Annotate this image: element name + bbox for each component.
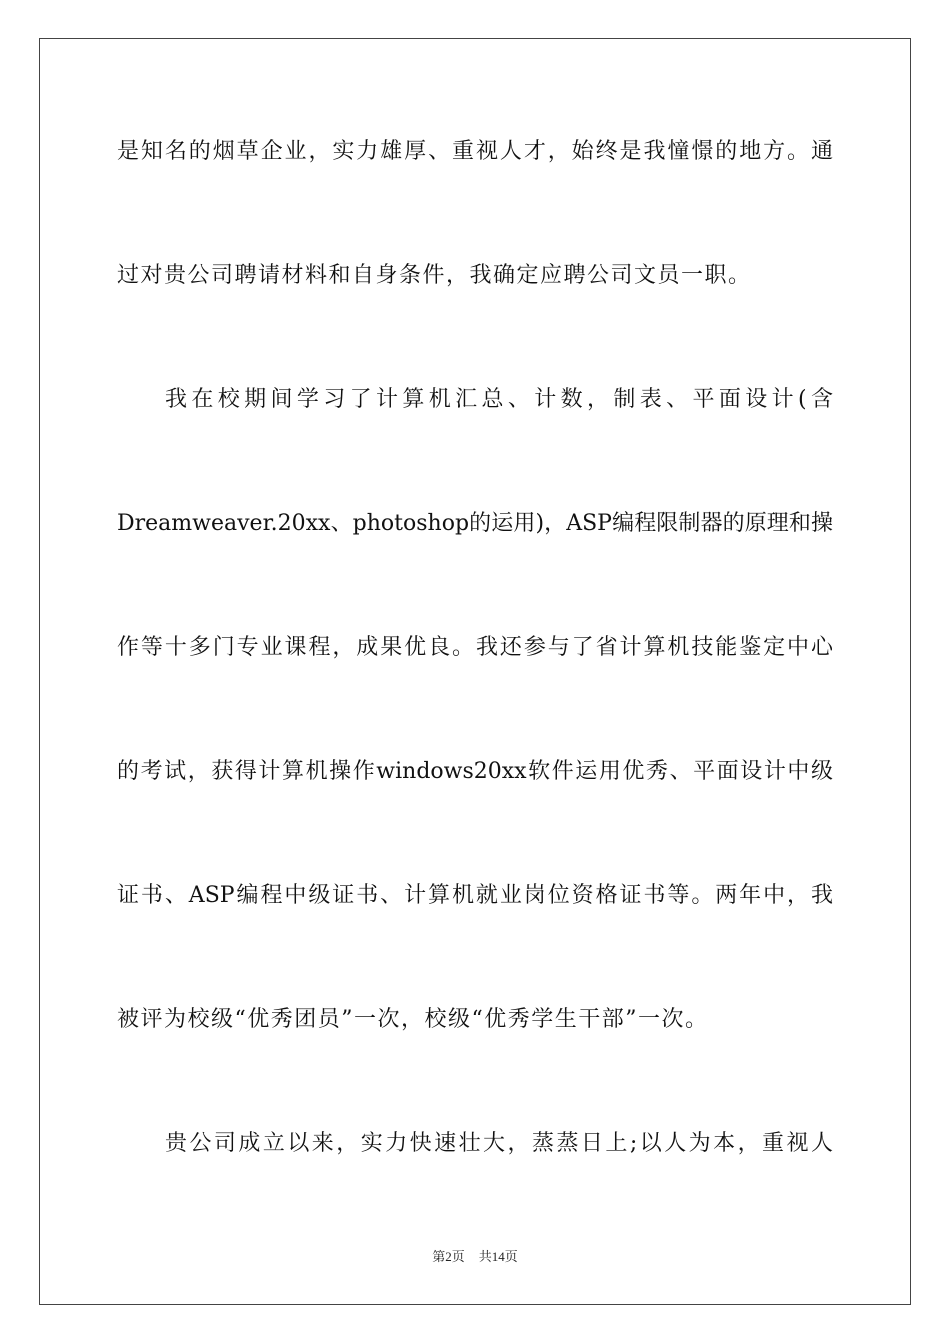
page-total: 共14页	[478, 1249, 518, 1264]
paragraph-line: 被评为校级“优秀团员”一次，校级“优秀学生干部”一次。	[117, 1007, 709, 1032]
paragraph-line: 证书、ASP编程中级证书、计算机就业岗位资格证书等。两年中，我	[117, 883, 833, 908]
paragraph-line: 是知名的烟草企业，实力雄厚、重视人才，始终是我憧憬的地方。通	[117, 139, 833, 164]
paragraph-line: 我在校期间学习了计算机汇总、计数，制表、平面设计(含	[165, 387, 833, 412]
paragraph-line: 的考试，获得计算机操作windows20xx软件运用优秀、平面设计中级	[117, 759, 833, 784]
paragraph-line: 贵公司成立以来，实力快速壮大，蒸蒸日上;以人为本，重视人	[165, 1131, 833, 1156]
paragraph-line: 过对贵公司聘请材料和自身条件，我确定应聘公司文员一职。	[117, 263, 752, 288]
page-frame	[39, 38, 911, 1305]
paragraph-line: Dreamweaver.20xx、photoshop的运用)，ASP编程限制器的原理和操	[117, 511, 833, 536]
page-number: 第2页	[432, 1249, 465, 1264]
paragraph-line: 作等十多门专业课程，成果优良。我还参与了省计算机技能鉴定中心	[117, 635, 833, 660]
page-footer	[0, 1248, 950, 1266]
